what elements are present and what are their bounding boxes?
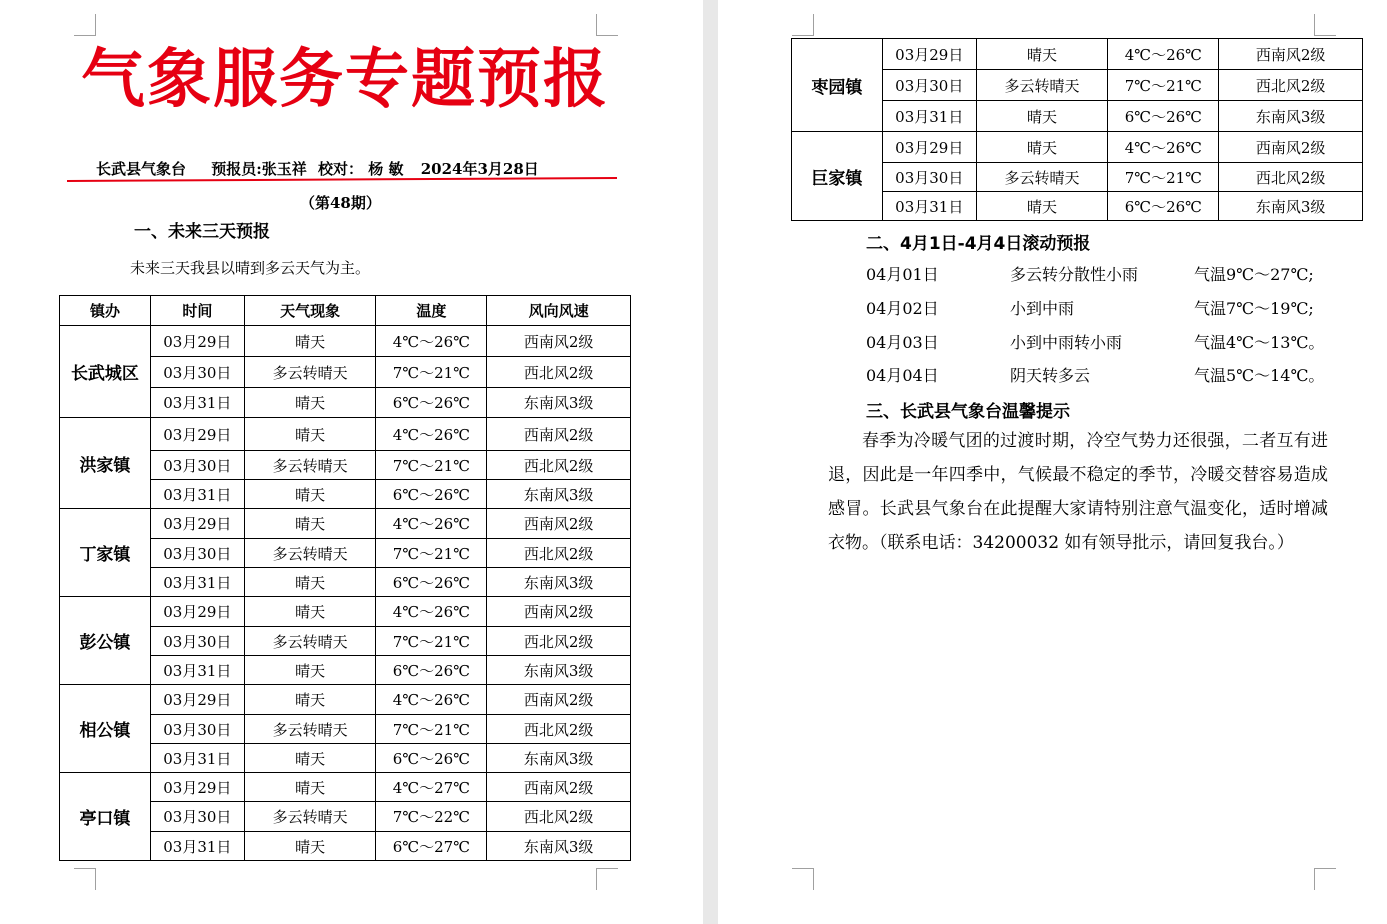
wind-cell: 西南风2级 — [487, 685, 631, 715]
temperature-cell: 4℃～26℃ — [1108, 132, 1219, 163]
weather-cell: 多云转晴天 — [976, 163, 1108, 192]
byline-forecaster: 预报员:张玉祥 — [211, 160, 307, 178]
weather-cell: 多云转晴天 — [244, 715, 376, 744]
date-cell: 03月30日 — [150, 802, 244, 832]
roll-temperature: 气温9℃～27℃; — [1194, 265, 1314, 284]
table-row — [60, 509, 631, 539]
wind-cell: 东南风3级 — [487, 656, 631, 685]
wind-cell: 西北风2级 — [487, 802, 631, 832]
page-corner-mark — [1314, 14, 1336, 36]
town-name-cell: 长武城区 — [60, 326, 151, 418]
town-name-cell: 彭公镇 — [60, 597, 151, 685]
byline-org: 长武县气象台 — [96, 160, 187, 178]
weather-cell: 多云转晴天 — [244, 627, 376, 656]
page-corner-mark — [74, 868, 96, 890]
byline — [96, 158, 545, 179]
table-row — [792, 39, 1363, 70]
weather-cell: 晴天 — [244, 773, 376, 802]
page-corner-mark — [596, 868, 618, 890]
weather-cell: 多云转晴天 — [244, 802, 376, 832]
wind-cell: 东南风3级 — [487, 568, 631, 597]
column-header: 镇办 — [60, 296, 151, 326]
date-cell: 03月30日 — [150, 357, 244, 388]
wind-cell: 东南风3级 — [1219, 192, 1363, 221]
column-header: 天气现象 — [244, 296, 376, 326]
wind-cell: 西南风2级 — [1219, 132, 1363, 163]
roll-date: 04月02日 — [866, 299, 939, 318]
wind-cell: 西南风2级 — [487, 326, 631, 357]
roll-temperature: 气温4℃～13℃。 — [1194, 333, 1325, 352]
temperature-cell: 6℃～26℃ — [376, 656, 487, 685]
date-cell: 03月31日 — [882, 101, 976, 132]
date-cell: 03月31日 — [882, 192, 976, 221]
temperature-cell: 6℃～27℃ — [376, 832, 487, 861]
table-row — [60, 597, 631, 627]
wind-cell: 西南风2级 — [487, 773, 631, 802]
temperature-cell: 6℃～26℃ — [376, 744, 487, 773]
roll-temperature: 气温5℃～14℃。 — [1194, 366, 1325, 385]
wind-cell: 东南风3级 — [487, 832, 631, 861]
table-header-row — [60, 296, 631, 326]
column-header: 风向风速 — [487, 296, 631, 326]
wind-cell: 西北风2级 — [487, 451, 631, 480]
date-cell: 03月31日 — [150, 832, 244, 861]
document-title: 气象服务专题预报 — [81, 43, 609, 117]
weather-cell: 晴天 — [244, 509, 376, 539]
issue-number: （第48期） — [300, 194, 381, 212]
warm-tip — [828, 424, 1328, 560]
weather-cell: 晴天 — [976, 101, 1108, 132]
date-cell: 03月29日 — [150, 418, 244, 451]
wind-cell: 西南风2级 — [1219, 39, 1363, 70]
roll-temperature: 气温7℃～19℃; — [1194, 299, 1314, 318]
wind-cell: 西北风2级 — [487, 627, 631, 656]
weather-cell: 晴天 — [976, 132, 1108, 163]
temperature-cell: 7℃～21℃ — [376, 451, 487, 480]
warm-tip-body: 春季为冷暖气团的过渡时期，冷空气势力还很强，二者互有进退，因此是一年四季中，气候最不稳定的季节，冷暖交替容易造成感冒。长武县气象台在此提醒大家请特别注意气温变化，适时增减衣物。（联系电话：34200032 如有领导批示，请回复我台。） — [828, 431, 1328, 553]
temperature-cell: 7℃～21℃ — [376, 539, 487, 568]
page-corner-mark — [792, 14, 814, 36]
date-cell: 03月29日 — [882, 39, 976, 70]
temperature-cell: 4℃～26℃ — [376, 509, 487, 539]
weather-cell: 多云转晴天 — [244, 539, 376, 568]
roll-weather: 小到中雨转小雨 — [1010, 333, 1123, 352]
temperature-cell: 7℃～21℃ — [376, 715, 487, 744]
weather-cell: 晴天 — [244, 685, 376, 715]
date-cell: 03月30日 — [150, 539, 244, 568]
temperature-cell: 4℃～26℃ — [376, 685, 487, 715]
temperature-cell: 4℃～27℃ — [376, 773, 487, 802]
weather-cell: 晴天 — [244, 326, 376, 357]
weather-cell: 晴天 — [244, 597, 376, 627]
table-row — [792, 132, 1363, 163]
date-cell: 03月29日 — [150, 685, 244, 715]
date-cell: 03月30日 — [150, 627, 244, 656]
wind-cell: 东南风3级 — [487, 388, 631, 418]
date-cell: 03月30日 — [882, 70, 976, 101]
table-row — [60, 326, 631, 357]
temperature-cell: 4℃～26℃ — [376, 326, 487, 357]
roll-date: 04月01日 — [866, 265, 939, 284]
wind-cell: 西北风2级 — [487, 715, 631, 744]
temperature-cell: 6℃～26℃ — [1108, 192, 1219, 221]
wind-cell: 西南风2级 — [487, 597, 631, 627]
town-name-cell: 相公镇 — [60, 685, 151, 773]
weather-cell: 晴天 — [244, 568, 376, 597]
wind-cell: 西北风2级 — [1219, 163, 1363, 192]
date-cell: 03月31日 — [150, 568, 244, 597]
byline-date: 2024年3月28日 — [420, 160, 539, 178]
weather-cell: 晴天 — [244, 744, 376, 773]
red-rule — [67, 177, 617, 183]
table-row — [60, 773, 631, 802]
weather-cell: 晴天 — [244, 388, 376, 418]
temperature-cell: 7℃～21℃ — [1108, 163, 1219, 192]
weather-cell: 晴天 — [976, 39, 1108, 70]
table-row — [60, 685, 631, 715]
date-cell: 03月31日 — [150, 388, 244, 418]
column-header: 时间 — [150, 296, 244, 326]
date-cell: 03月29日 — [150, 597, 244, 627]
town-name-cell: 亭口镇 — [60, 773, 151, 861]
roll-weather: 阴天转多云 — [1010, 366, 1091, 385]
date-cell: 03月30日 — [150, 451, 244, 480]
forecast-table — [59, 295, 631, 861]
date-cell: 03月29日 — [150, 509, 244, 539]
temperature-cell: 7℃～21℃ — [1108, 70, 1219, 101]
weather-cell: 多云转晴天 — [244, 357, 376, 388]
date-cell: 03月31日 — [150, 480, 244, 509]
table-row — [60, 418, 631, 451]
roll-date: 04月03日 — [866, 333, 939, 352]
section1-heading: 一、未来三天预报 — [134, 222, 270, 242]
wind-cell: 西北风2级 — [487, 539, 631, 568]
date-cell: 03月29日 — [150, 773, 244, 802]
temperature-cell: 6℃～26℃ — [376, 568, 487, 597]
date-cell: 03月29日 — [150, 326, 244, 357]
temperature-cell: 6℃～26℃ — [1108, 101, 1219, 132]
weather-cell: 多云转晴天 — [244, 451, 376, 480]
weather-cell: 多云转晴天 — [976, 70, 1108, 101]
weather-cell: 晴天 — [244, 832, 376, 861]
temperature-cell: 7℃～22℃ — [376, 802, 487, 832]
wind-cell: 东南风3级 — [487, 744, 631, 773]
wind-cell: 东南风3级 — [487, 480, 631, 509]
temperature-cell: 6℃～26℃ — [376, 388, 487, 418]
temperature-cell: 7℃～21℃ — [376, 627, 487, 656]
page-corner-mark — [792, 868, 814, 890]
temperature-cell: 6℃～26℃ — [376, 480, 487, 509]
town-name-cell: 枣园镇 — [792, 39, 883, 132]
weather-cell: 晴天 — [244, 656, 376, 685]
weather-cell: 晴天 — [244, 480, 376, 509]
section3-heading: 三、长武县气象台温馨提示 — [866, 402, 1070, 422]
wind-cell: 西北风2级 — [1219, 70, 1363, 101]
wind-cell: 西南风2级 — [487, 509, 631, 539]
date-cell: 03月30日 — [882, 163, 976, 192]
roll-date: 04月04日 — [866, 366, 939, 385]
roll-weather: 小到中雨 — [1010, 299, 1075, 318]
roll-weather: 多云转分散性小雨 — [1010, 265, 1139, 284]
wind-cell: 西北风2级 — [487, 357, 631, 388]
date-cell: 03月31日 — [150, 656, 244, 685]
temperature-cell: 4℃～26℃ — [376, 597, 487, 627]
date-cell: 03月30日 — [150, 715, 244, 744]
date-cell: 03月31日 — [150, 744, 244, 773]
town-name-cell: 洪家镇 — [60, 418, 151, 509]
section1-summary: 未来三天我县以晴到多云天气为主。 — [130, 259, 371, 277]
byline-checker: 校对： 杨 敏 — [318, 160, 404, 178]
town-name-cell: 丁家镇 — [60, 509, 151, 597]
date-cell: 03月29日 — [882, 132, 976, 163]
wind-cell: 东南风3级 — [1219, 101, 1363, 132]
page-corner-mark — [1314, 868, 1336, 890]
temperature-cell: 4℃～26℃ — [1108, 39, 1219, 70]
forecast-table-continued — [791, 38, 1363, 221]
column-header: 温度 — [376, 296, 487, 326]
temperature-cell: 4℃～26℃ — [376, 418, 487, 451]
temperature-cell: 7℃～21℃ — [376, 357, 487, 388]
section2-heading: 二、4月1日-4月4日滚动预报 — [866, 234, 1091, 254]
weather-cell: 晴天 — [976, 192, 1108, 221]
weather-cell: 晴天 — [244, 418, 376, 451]
wind-cell: 西南风2级 — [487, 418, 631, 451]
town-name-cell: 巨家镇 — [792, 132, 883, 221]
